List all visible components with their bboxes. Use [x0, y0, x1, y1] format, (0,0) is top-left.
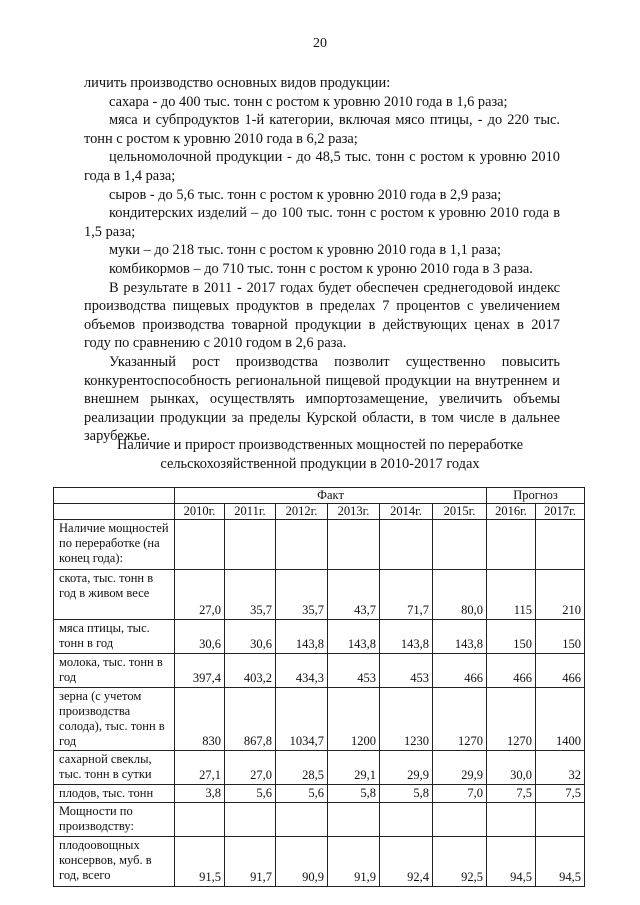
- paragraph-sugar: сахара - до 400 тыс. тонн с ростом к уровню 2010 года в 1,6 раза;: [109, 93, 508, 110]
- paragraph-feed: комбикормов – до 710 тыс. тонн с ростом к уроню 2010 года в 3 раза.: [109, 260, 533, 277]
- table-row: [54, 751, 585, 785]
- cell-value: 1270: [487, 688, 536, 751]
- cell-value: 150: [487, 620, 536, 654]
- cell-value: 35,7: [225, 570, 276, 620]
- cell-value: 7,5: [487, 785, 536, 803]
- cell-value: 30,6: [175, 620, 225, 654]
- cell-value: 94,5: [536, 837, 585, 887]
- row-label: скота, тыс. тонн в год в живом весе: [54, 570, 175, 620]
- cell-value: 90,9: [276, 837, 328, 887]
- cell-value: 143,8: [276, 620, 328, 654]
- cell-value: 91,9: [328, 837, 380, 887]
- header-year: 2014г.: [380, 504, 433, 520]
- paragraph-intro: личить производство основных видов продукции:: [84, 75, 391, 91]
- cell-value: 143,8: [433, 620, 487, 654]
- paragraph-growth: Указанный рост производства позволит существенно повысить конкурентоспособность региональной пищевой продукции на внутреннем и внешнем рынках, осуществлять импортозамещение, увеличить объемы реализации продукции за пределы Курской области, в том числе в дальнее зарубежье.: [84, 353, 560, 445]
- header-year: 2013г.: [328, 504, 380, 520]
- cell-value: 466: [536, 654, 585, 688]
- header-forecast: Прогноз: [487, 488, 585, 504]
- header-year: 2012г.: [276, 504, 328, 520]
- row-label: мяса птицы, тыс. тонн в год: [54, 620, 175, 654]
- cell-value: 1230: [380, 688, 433, 751]
- cell-value: 434,3: [276, 654, 328, 688]
- cell-value: 92,4: [380, 837, 433, 887]
- cell-value: 867,8: [225, 688, 276, 751]
- header-empty-cell: [54, 488, 175, 504]
- capacity-table: [53, 487, 585, 887]
- cell-value: 3,8: [175, 785, 225, 803]
- cell-value: 32: [536, 751, 585, 785]
- cell-value: 7,5: [536, 785, 585, 803]
- table-row: [54, 620, 585, 654]
- cell-value: 1200: [328, 688, 380, 751]
- paragraph-result: В результате в 2011 - 2017 годах будет обеспечен среднегодовой индекс производства пищевых продуктов в пределах 7 процентов с увеличением объемов производства товарной продукции в действующих ценах в 2017 году по сравнению с 2010 годом в 2,6 раза.: [84, 279, 560, 352]
- cell-value: 71,7: [380, 570, 433, 620]
- cell-value: 7,0: [433, 785, 487, 803]
- header-year: 2016г.: [487, 504, 536, 520]
- cell-value: 210: [536, 570, 585, 620]
- cell-value: 91,7: [225, 837, 276, 887]
- cell-value: 27,0: [175, 570, 225, 620]
- cell-value: 91,5: [175, 837, 225, 887]
- table-row: [54, 688, 585, 751]
- header-year: 2017г.: [536, 504, 585, 520]
- cell-value: 397,4: [175, 654, 225, 688]
- cell-value: 27,0: [225, 751, 276, 785]
- table-caption: Наличие и прирост производственных мощностей по переработке сельскохозяйственной продукции в 2010-2017 годах: [117, 437, 523, 472]
- row-label: плодоовощных консервов, муб. в год, всего: [54, 837, 175, 887]
- cell-value: 1400: [536, 688, 585, 751]
- body-text: [84, 74, 560, 446]
- cell-value: 5,8: [328, 785, 380, 803]
- page-number: 20: [313, 36, 327, 51]
- cell-value: 466: [487, 654, 536, 688]
- cell-value: 5,8: [380, 785, 433, 803]
- paragraph-flour: муки – до 218 тыс. тонн с ростом к уровню 2010 года в 1,1 раза;: [109, 242, 502, 259]
- table-section-row: [54, 803, 585, 837]
- cell-value: 453: [380, 654, 433, 688]
- table-row: [54, 785, 585, 803]
- cell-value: 453: [328, 654, 380, 688]
- row-label: зерна (с учетом производства солода), тыс. тонн в год: [54, 688, 175, 751]
- cell-value: 35,7: [276, 570, 328, 620]
- cell-value: 150: [536, 620, 585, 654]
- cell-value: 29,9: [433, 751, 487, 785]
- cell-value: 29,9: [380, 751, 433, 785]
- paragraph-confectionery: кондитерских изделий – до 100 тыс. тонн с ростом к уровню 2010 года в 1,5 раза;: [84, 205, 560, 240]
- cell-value: 1270: [433, 688, 487, 751]
- header-year: 2011г.: [225, 504, 276, 520]
- table-row: [54, 654, 585, 688]
- cell-value: 27,1: [175, 751, 225, 785]
- header-fact: Факт: [175, 488, 487, 504]
- cell-value: 115: [487, 570, 536, 620]
- paragraph-meat: мяса и субпродуктов 1-й категории, включая мясо птицы, - до 220 тыс. тонн с ростом к уровню 2010 года в 6,2 раза;: [84, 112, 560, 147]
- table-section-row: [54, 520, 585, 570]
- cell-value: 29,1: [328, 751, 380, 785]
- cell-value: 43,7: [328, 570, 380, 620]
- header-year: 2015г.: [433, 504, 487, 520]
- cell-value: 466: [433, 654, 487, 688]
- cell-value: 830: [175, 688, 225, 751]
- section-label: Мощности по производству:: [54, 803, 175, 837]
- cell-value: 5,6: [276, 785, 328, 803]
- table-row: [54, 837, 585, 887]
- row-label: молока, тыс. тонн в год: [54, 654, 175, 688]
- row-label: плодов, тыс. тонн: [54, 785, 175, 803]
- section-label: Наличие мощностей по переработке (на конец года):: [54, 520, 175, 570]
- row-label: сахарной свеклы, тыс. тонн в сутки: [54, 751, 175, 785]
- cell-value: 30,0: [487, 751, 536, 785]
- header-empty-cell: [54, 504, 175, 520]
- cell-value: 94,5: [487, 837, 536, 887]
- table-header-row-years: [54, 504, 585, 520]
- table-row: [54, 570, 585, 620]
- cell-value: 5,6: [225, 785, 276, 803]
- cell-value: 403,2: [225, 654, 276, 688]
- paragraph-cheese: сыров - до 5,6 тыс. тонн с ростом к уровню 2010 года в 2,9 раза;: [109, 186, 502, 203]
- cell-value: 143,8: [380, 620, 433, 654]
- table-header-row-groups: [54, 488, 585, 504]
- header-year: 2010г.: [175, 504, 225, 520]
- cell-value: 1034,7: [276, 688, 328, 751]
- cell-value: 28,5: [276, 751, 328, 785]
- cell-value: 80,0: [433, 570, 487, 620]
- cell-value: 92,5: [433, 837, 487, 887]
- cell-value: 30,6: [225, 620, 276, 654]
- paragraph-milk: цельномолочной продукции - до 48,5 тыс. тонн с ростом к уровню 2010 года в 1,4 раза;: [84, 149, 560, 184]
- cell-value: 143,8: [328, 620, 380, 654]
